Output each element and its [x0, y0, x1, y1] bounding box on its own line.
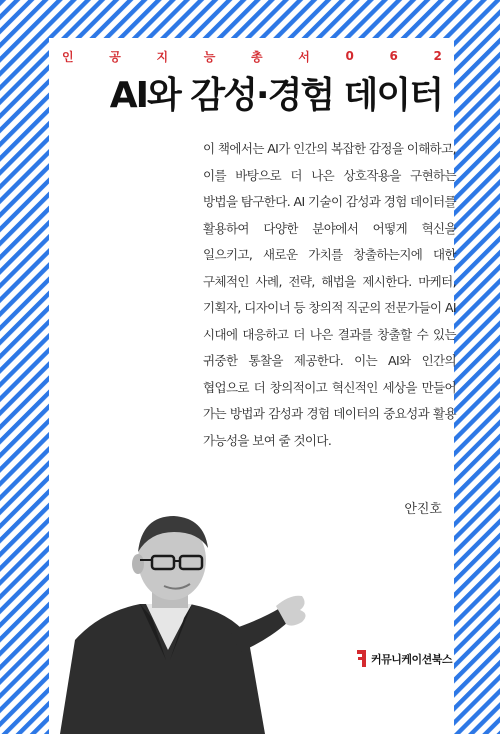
series-char: 능: [203, 49, 216, 64]
series-char: 2: [433, 49, 442, 63]
series-char: 인: [62, 49, 74, 64]
series-char: 총: [251, 49, 263, 64]
publisher-logo-icon: [357, 650, 367, 667]
series-char: 6: [389, 49, 398, 63]
series-label: [62, 47, 442, 65]
publisher-name: 커뮤니케이션북스: [370, 652, 452, 666]
series-char: 지: [156, 49, 169, 64]
publisher: [357, 650, 452, 667]
book-description: 이 책에서는 AI가 인간의 복잡한 감정을 이해하고, 이를 바탕으로 더 나은 상호작용을 구현하는 방법을 탐구한다. AI 기술이 감성과 경험 데이터를 활용하여 다양한 분야에서 어떻게 혁신을 일으키고, 새로운 가치를 창출하는지에 대한 구체적인 사례, 전략, 해법을 제시한다. 마케터, 기획자, 디자이너 등 창의적 직군의 전문가들이 AI 시대에 대응하고 더 나은 결과를 창출할 수 있는 귀중한 통찰을 제공한다. 이는 AI와 인간의 협업으로 더 창의적이고 혁신적인 세상을 만들어 가는 방법과 감성과 경험 데이터의 중요성과 활용 가능성을 보여 줄 것이다.: [203, 141, 456, 448]
book-title: AI와 감성·경험 데이터: [109, 75, 442, 116]
author-photo: [40, 500, 320, 734]
series-char: 0: [345, 49, 354, 63]
author-name: 안진호: [404, 502, 442, 517]
series-char: 서: [298, 49, 310, 64]
series-char: 공: [109, 49, 121, 64]
